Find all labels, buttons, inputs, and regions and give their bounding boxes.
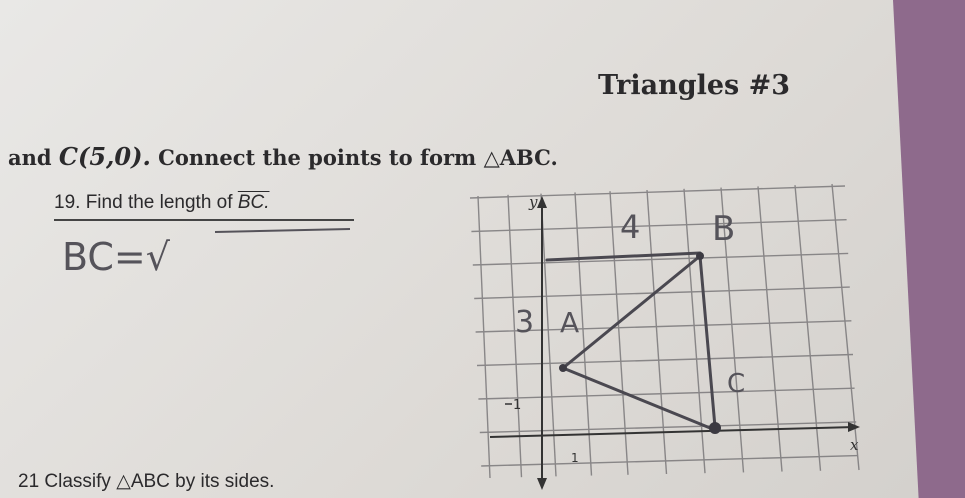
y-tick-label: 1 — [513, 398, 522, 413]
grid-line-vertical — [541, 194, 556, 477]
point-c: C(5,0). — [58, 142, 151, 171]
instruction-rest: Connect the points to form △ABC. — [158, 145, 558, 170]
grid-line-horizontal — [471, 220, 846, 232]
handwritten-a: A — [560, 306, 580, 339]
grid-line-vertical — [478, 196, 490, 478]
y-axis-arrow — [537, 196, 547, 208]
grid-line-horizontal — [481, 456, 858, 466]
grid-line-horizontal — [480, 422, 856, 433]
question-21-text: Classify △ABC by its sides. — [44, 471, 275, 492]
side-bc — [700, 256, 715, 427]
y-axis-label: y — [529, 193, 538, 211]
handwritten-3: 3 — [515, 305, 535, 340]
question-19-text: Find the length of — [85, 192, 233, 213]
segment-bc: BC. — [237, 192, 270, 213]
x-axis-label: x — [850, 436, 859, 454]
side-ca — [563, 368, 715, 430]
grid-line-horizontal — [470, 186, 845, 198]
handwritten-4: 4 — [620, 208, 641, 246]
question-21-number: 21 — [18, 471, 40, 492]
question-19-number: 19. — [54, 192, 81, 213]
x-tick-label: 1 — [571, 451, 579, 465]
point-b — [696, 252, 704, 260]
grid-line-horizontal — [477, 355, 853, 366]
point-c-dot — [709, 422, 721, 434]
x-axis — [490, 427, 855, 437]
instruction-prefix: and — [8, 145, 52, 170]
grid-line-horizontal — [478, 388, 854, 399]
handwritten-c: C — [727, 369, 746, 399]
radical-bar — [215, 229, 350, 232]
worksheet-title: Triangles #3 — [598, 70, 791, 101]
point-a — [559, 364, 567, 372]
y-axis-arrow-down — [537, 478, 547, 490]
handwritten-b: B — [712, 209, 736, 249]
handwritten-answer: BC=√ — [62, 235, 170, 279]
side-ab — [563, 256, 700, 368]
